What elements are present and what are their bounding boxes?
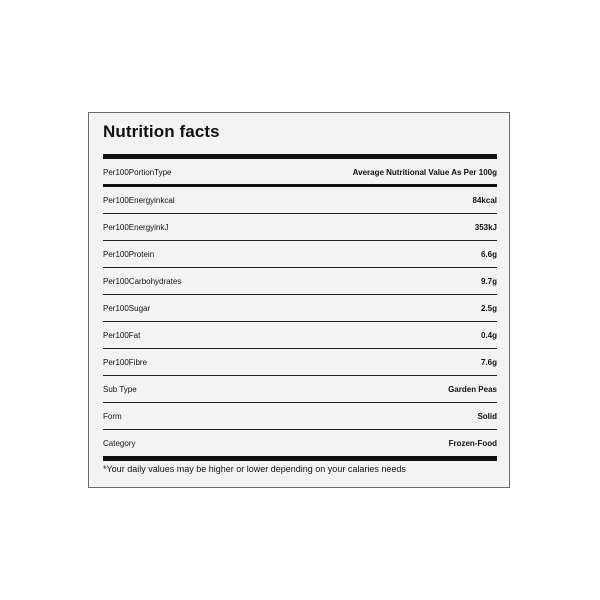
nutrient-row: [103, 268, 497, 294]
nutrition-facts-panel: [88, 112, 510, 488]
nutrient-row: [103, 187, 497, 213]
attribute-label: Sub Type: [103, 384, 137, 394]
nutrient-value: 7.6g: [480, 357, 497, 367]
nutrient-row: [103, 214, 497, 240]
nutrient-label: Per100Protein: [103, 249, 155, 259]
nutrient-row: [103, 295, 497, 321]
nutrient-label: Per100Sugar: [103, 303, 151, 313]
portion-type-value: Average Nutritional Value As Per 100g: [352, 167, 497, 177]
attribute-value: Solid: [477, 411, 497, 421]
nutrient-label: Per100Carbohydrates: [103, 276, 182, 286]
nutrient-value: 2.5g: [480, 303, 497, 313]
portion-type-label: Per100PortionType: [103, 167, 172, 177]
attribute-row: [103, 376, 497, 402]
footnote: *Your daily values may be higher or lower depending on your calaries needs: [103, 464, 406, 474]
attribute-row: [103, 430, 497, 456]
nutrient-label: Per100EnergyinkJ: [103, 222, 169, 232]
nutrient-label: Per100Fat: [103, 330, 141, 340]
nutrition-title: Nutrition facts: [103, 122, 220, 141]
nutrient-row: [103, 322, 497, 348]
nutrient-row: [103, 241, 497, 267]
nutrient-row: [103, 349, 497, 375]
nutrient-label: Per100Energyinkcal: [103, 195, 175, 205]
attribute-label: Form: [103, 411, 122, 421]
attribute-label: Category: [103, 438, 136, 448]
portion-type-row: [103, 159, 497, 185]
nutrient-value: 0.4g: [480, 330, 497, 340]
nutrient-value: 84kcal: [472, 195, 497, 205]
nutrient-label: Per100Fibre: [103, 357, 148, 367]
nutrient-value: 353kJ: [474, 222, 497, 232]
attribute-value: Frozen-Food: [448, 438, 497, 448]
nutrient-value: 6.6g: [480, 249, 497, 259]
bottom-divider: [103, 456, 497, 461]
nutrient-value: 9.7g: [480, 276, 497, 286]
attribute-row: [103, 403, 497, 429]
attribute-value: Garden Peas: [448, 384, 497, 394]
